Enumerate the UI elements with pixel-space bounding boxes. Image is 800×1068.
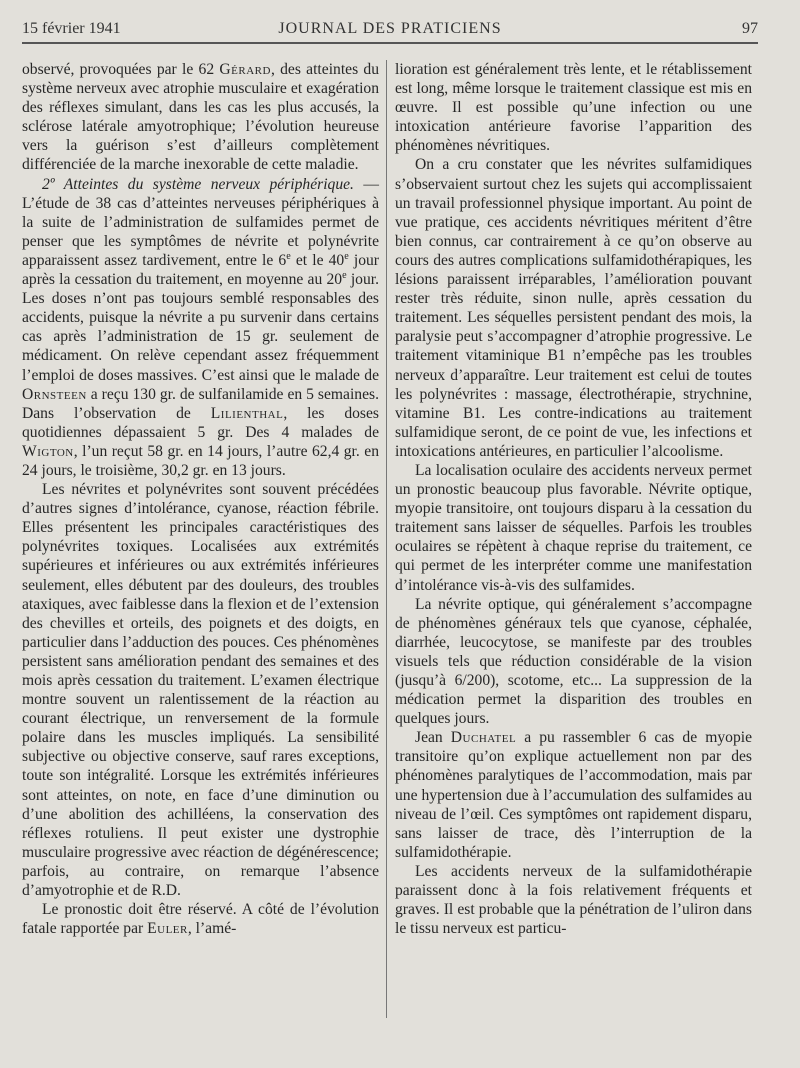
author-name: Ornsteen xyxy=(22,385,87,403)
paragraph: La localisation oculaire des accidents nerveux permet un pronostic beaucoup plus favorable. Névrite optique, myopie transitoire, ont toujours disparu à la cessation du traitement sans laisser de séquelles. Parfois les troubles oculaires se répètent à chaque reprise du traitement, ce qui permet de les interpréter comme une manifestation d’intolérance vis-à-vis des sulfamides. xyxy=(395,461,752,594)
section-heading: 2º Atteintes du système nerveux périphérique. xyxy=(42,175,354,193)
header-rule xyxy=(22,42,758,44)
paragraph: La névrite optique, qui généralement s’accompagne de phénomènes généraux tels que cyanose, céphalée, diarrhée, leucocytose, se manifeste par des troubles visuels tels que réduction considérable de la vision (jusqu’à 6/200), scotome, etc... La suppression de la médication permet la disparition des troubles en quelques jours. xyxy=(395,595,752,728)
author-name: Lilienthal xyxy=(210,404,284,422)
paragraph: lioration est généralement très lente, et le rétablissement est long, même lorsque le traitement classique est mis en œuvre. Il est possible qu’une infection ou une intoxication antérieure favorise l’apparition des phénomènes névritiques. xyxy=(395,61,752,155)
header-date: 15 février 1941 xyxy=(22,20,121,37)
column-divider xyxy=(386,60,387,1018)
author-name: Duchatel xyxy=(450,729,517,747)
paragraph: Jean Duchatel a pu rassembler 6 cas de myopie transitoire qu’on explique actuellement non par des phénomènes paralytiques de l’accommodation, mais par une hypertension due à l’accumulation des sulfamides au niveau de l’œil. Ces symptômes ont rapidement disparu, sans laisser de trace, dès l’interruption de la sulfamidothérapie. xyxy=(395,729,752,861)
author-name: Gérard xyxy=(219,61,271,78)
left-column xyxy=(22,60,379,938)
paragraph: observé, provoquées par le 62 Gérard, des atteintes du système nerveux avec atrophie musculaire et exagération des réflexes simulant, dans les cas les plus accusés, la sclérose latérale amyotrophique; l’évolution heureuse vers la guérison s’est d’ailleurs complètement différenciée de la marche inexorable de cette maladie. xyxy=(22,61,380,174)
page-number: 97 xyxy=(742,20,758,37)
journal-title: JOURNAL DES PRATICIENS xyxy=(278,20,502,37)
right-column xyxy=(395,60,752,938)
author-name: Wigton xyxy=(22,442,74,460)
paragraph: Les névrites et polynévrites sont souvent précédées d’autres signes d’intolérance, cyanose, réaction fébrile. Elles présentent les principales caractéristiques des polynévrites toxiques. Localisées aux extrémités supérieures et inférieures ou aux extrémités inférieures seulement, elles débutent par des douleurs, des troubles ataxiques, avec faiblesse dans la flexion et de l’extension des chevilles et orteils, des poignets et des doigts, en particulier dans l’adduction des pouces. Ces phénomènes persistent sans amélioration pendant des semaines et des mois après cessation du traitement. L’examen électrique montre souvent un ralentissement de la réaction au courant électrique, un renversement de la formule polaire dans les muscles impliqués. La sensibilité subjective ou objective conserve, sauf rares exceptions, toute son intégralité. Lorsque les extrémités inférieures sont atteintes, on note, en face d’une diminution ou d’une abolition des achilléens, la conservation des réflexes rotuliens. Il peut exister une dystrophie musculaire progressive avec réaction de dégénérescence; parfois, au contraire, on remarque l’absence d’amyotrophie et de R.D. xyxy=(22,481,379,900)
paragraph: On a cru constater que les névrites sulfamidiques s’observaient surtout chez les sujets qui accomplissaient un travail professionnel physique important. Au point de vue pratique, ces accidents névritiques méritent d’être bien connus, car contrairement à ce qu’on observe au cours des autres complications sulfamidothérapiques, les lésions paraissent irréparables, l’amélioration pouvant rester très réduite, sinon nulle, après cessation du traitement. Les séquelles persistent pendant des mois, la paralysie peut s’accompagner d’atrophie progressive. Le traitement vitaminique B1 n’empêche pas les troubles nerveux d’apparaître. Leur traitement est celui de toutes les polynévrites : massage, électrothérapie, strychnine, vitamine B1. Les contre-indications au traitement sulfamidique seront, de ce point de vue, les infections et intoxications antérieures, en particulier l’alcoolisme. xyxy=(395,156,752,460)
paragraph: Le pronostic doit être réservé. A côté de l’évolution fatale rapportée par Euler, l’amé- xyxy=(22,901,379,938)
paragraph: Les accidents nerveux de la sulfamidothérapie paraissent donc à la fois relativement fréquents et graves. Il est probable que la pénétration de l’uliron dans le tissu nerveux est particu- xyxy=(395,862,752,938)
paragraph: 2º Atteintes du système nerveux périphérique. — L’étude de 38 cas d’atteintes nerveuses périphériques à la suite de l’administration de sulfamides permet de penser que les symptômes de névrite et polynévrite apparaissent assez tardivement, entre le 6e et le 40e jour après la cessation du traitement, en moyenne au 20e jour. Les doses n’ont pas toujours semblé responsables des accidents, puisque la névrite a pu survenir dans certains cas après l’administration de 15 gr. seulement de médicament. On relève cependant assez fréquemment l’emploi de doses massives. C’est ainsi que le malade de Ornsteen a reçu 130 gr. de sulfanilamide en 5 semaines. Dans l’observation de Lilienthal, les doses quotidiennes dépassaient 5 gr. Des 4 malades de Wigton, l’un reçut 58 gr. en 14 jours, l’autre 62,4 gr. en 24 jours, le troisième, 30,2 gr. en 13 jours. xyxy=(22,175,379,479)
page-header xyxy=(22,16,758,44)
author-name: Euler xyxy=(147,920,188,938)
